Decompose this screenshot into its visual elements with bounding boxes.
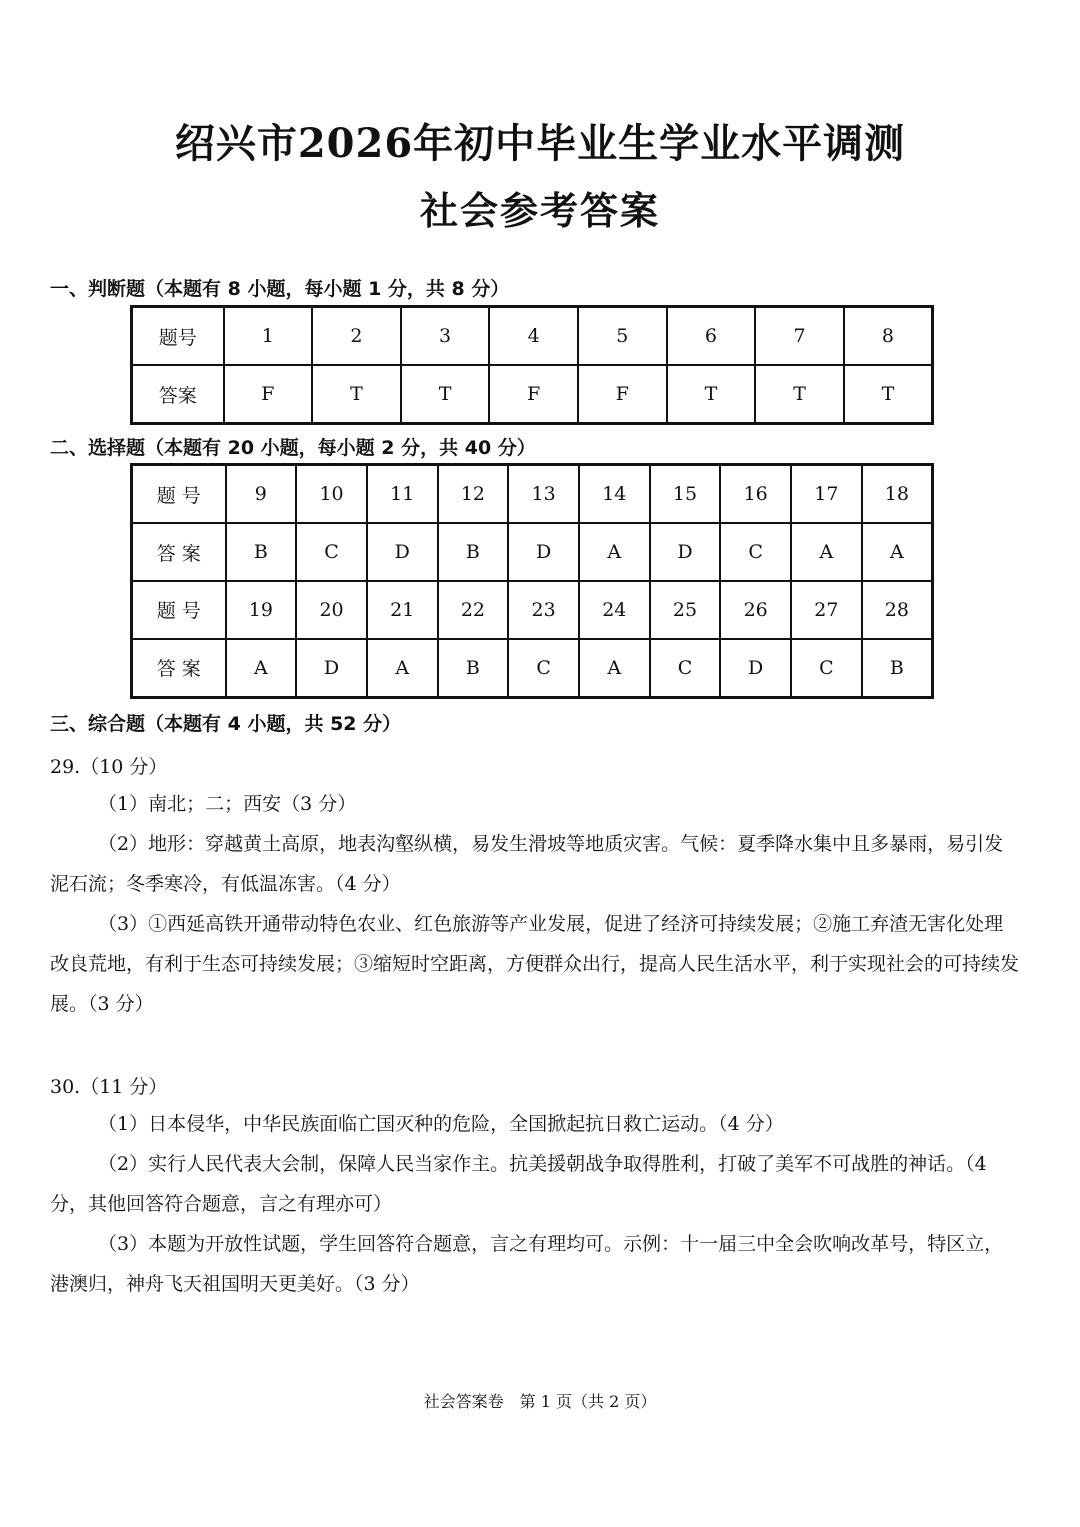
question-number-cell: 23 <box>508 581 579 639</box>
question-number-cell: 25 <box>650 581 721 639</box>
answer-cell: F <box>578 365 667 424</box>
answer-cell: C <box>296 523 367 581</box>
answer-cell: C <box>791 639 862 698</box>
answer-cell: T <box>312 365 401 424</box>
question-number-cell: 7 <box>755 307 844 366</box>
document-title: 绍兴市2026年初中毕业生学业水平调测 <box>174 120 906 167</box>
question-number-cell: 12 <box>438 465 509 524</box>
question-number-cell: 14 <box>579 465 650 524</box>
question-number-cell: 8 <box>844 307 933 366</box>
answer-cell: A <box>367 639 438 698</box>
question-number-cell: 2 <box>312 307 401 366</box>
section3-heading: 三、综合题（本题有 4 小题，共 52 分） <box>50 713 402 735</box>
answer-cell: C <box>508 639 579 698</box>
answer-cell: T <box>844 365 933 424</box>
table-row <box>132 639 933 698</box>
question-number-cell: 1 <box>224 307 313 366</box>
answer-cell: F <box>489 365 578 424</box>
question-number-cell: 28 <box>862 581 933 639</box>
table-row <box>132 523 933 581</box>
answer-cell: B <box>438 639 509 698</box>
answer-cell: A <box>579 523 650 581</box>
answer-cell: T <box>667 365 756 424</box>
q29-answer-3: （3）①西延高铁开通带动特色农业、红色旅游等产业发展，促进了经济可持续发展；②施工弃渣无害化处理改良荒地，有利于生态可持续发展；③缩短时空距离，方便群众出行，提高人民生活水平，利于实现社会的可持续发展。（3 分） <box>50 913 1020 1015</box>
answer-cell: T <box>755 365 844 424</box>
answer-cell: A <box>791 523 862 581</box>
page-footer: 社会答案卷 第 1 页（共 2 页） <box>423 1392 657 1411</box>
section2-heading: 二、选择题（本题有 20 小题，每小题 2 分，共 40 分） <box>50 437 536 459</box>
question-number-cell: 3 <box>401 307 490 366</box>
question-number-cell: 13 <box>508 465 579 524</box>
answer-cell: A <box>862 523 933 581</box>
question-number-cell: 27 <box>791 581 862 639</box>
question-29-label: 29.（10 分） <box>50 756 168 778</box>
answer-cell: D <box>296 639 367 698</box>
row-label: 题 号 <box>132 581 226 639</box>
answer-cell: D <box>508 523 579 581</box>
question-number-cell: 6 <box>667 307 756 366</box>
question-number-cell: 15 <box>650 465 721 524</box>
question-30-label: 30.（11 分） <box>50 1076 168 1098</box>
answer-cell: B <box>438 523 509 581</box>
section1-heading: 一、判断题（本题有 8 小题，每小题 1 分，共 8 分） <box>50 278 510 300</box>
choice-answer-table <box>130 463 934 699</box>
answer-cell: D <box>720 639 791 698</box>
answer-cell: D <box>650 523 721 581</box>
question-number-cell: 4 <box>489 307 578 366</box>
answer-cell: C <box>720 523 791 581</box>
answer-cell: A <box>226 639 297 698</box>
question-number-cell: 19 <box>226 581 297 639</box>
question-number-cell: 11 <box>367 465 438 524</box>
table-row <box>132 465 933 524</box>
q30-answer-3: （3）本题为开放性试题，学生回答符合题意，言之有理均可。示例：十一届三中全会吹响改革号，特区立，港澳归，神舟飞天祖国明天更美好。（3 分） <box>50 1233 1004 1295</box>
q29-answer-2: （2）地形：穿越黄土高原，地表沟壑纵横，易发生滑坡等地质灾害。气候：夏季降水集中且多暴雨，易引发泥石流；冬季寒冷，有低温冻害。（4 分） <box>50 833 1004 895</box>
answer-cell: B <box>862 639 933 698</box>
question-number-cell: 5 <box>578 307 667 366</box>
question-number-cell: 17 <box>791 465 862 524</box>
judgment-answer-table <box>130 305 934 425</box>
row-label: 答案 <box>132 365 224 424</box>
question-number-cell: 21 <box>367 581 438 639</box>
answer-cell: C <box>650 639 721 698</box>
question-number-cell: 24 <box>579 581 650 639</box>
q30-answer-1: （1）日本侵华，中华民族面临亡国灭种的危险，全国掀起抗日救亡运动。（4 分） <box>98 1113 784 1135</box>
row-label: 题号 <box>132 307 224 366</box>
table-row <box>132 581 933 639</box>
q29-answer-1: （1）南北；二；西安（3 分） <box>98 793 357 815</box>
row-label: 答 案 <box>132 639 226 698</box>
table-row <box>132 365 933 424</box>
answer-cell: D <box>367 523 438 581</box>
answer-cell: T <box>401 365 490 424</box>
question-number-cell: 10 <box>296 465 367 524</box>
question-number-cell: 16 <box>720 465 791 524</box>
question-number-cell: 18 <box>862 465 933 524</box>
answer-cell: A <box>579 639 650 698</box>
row-label: 答 案 <box>132 523 226 581</box>
question-number-cell: 20 <box>296 581 367 639</box>
q30-answer-2: （2）实行人民代表大会制，保障人民当家作主。抗美援朝战争取得胜利，打破了美军不可战胜的神话。（4 分，其他回答符合题意，言之有理亦可） <box>50 1153 987 1215</box>
answer-cell: B <box>226 523 297 581</box>
answer-cell: F <box>224 365 313 424</box>
question-number-cell: 9 <box>226 465 297 524</box>
row-label: 题 号 <box>132 465 226 524</box>
question-number-cell: 22 <box>438 581 509 639</box>
table-row <box>132 307 933 366</box>
document-subtitle: 社会参考答案 <box>419 188 660 233</box>
question-number-cell: 26 <box>720 581 791 639</box>
